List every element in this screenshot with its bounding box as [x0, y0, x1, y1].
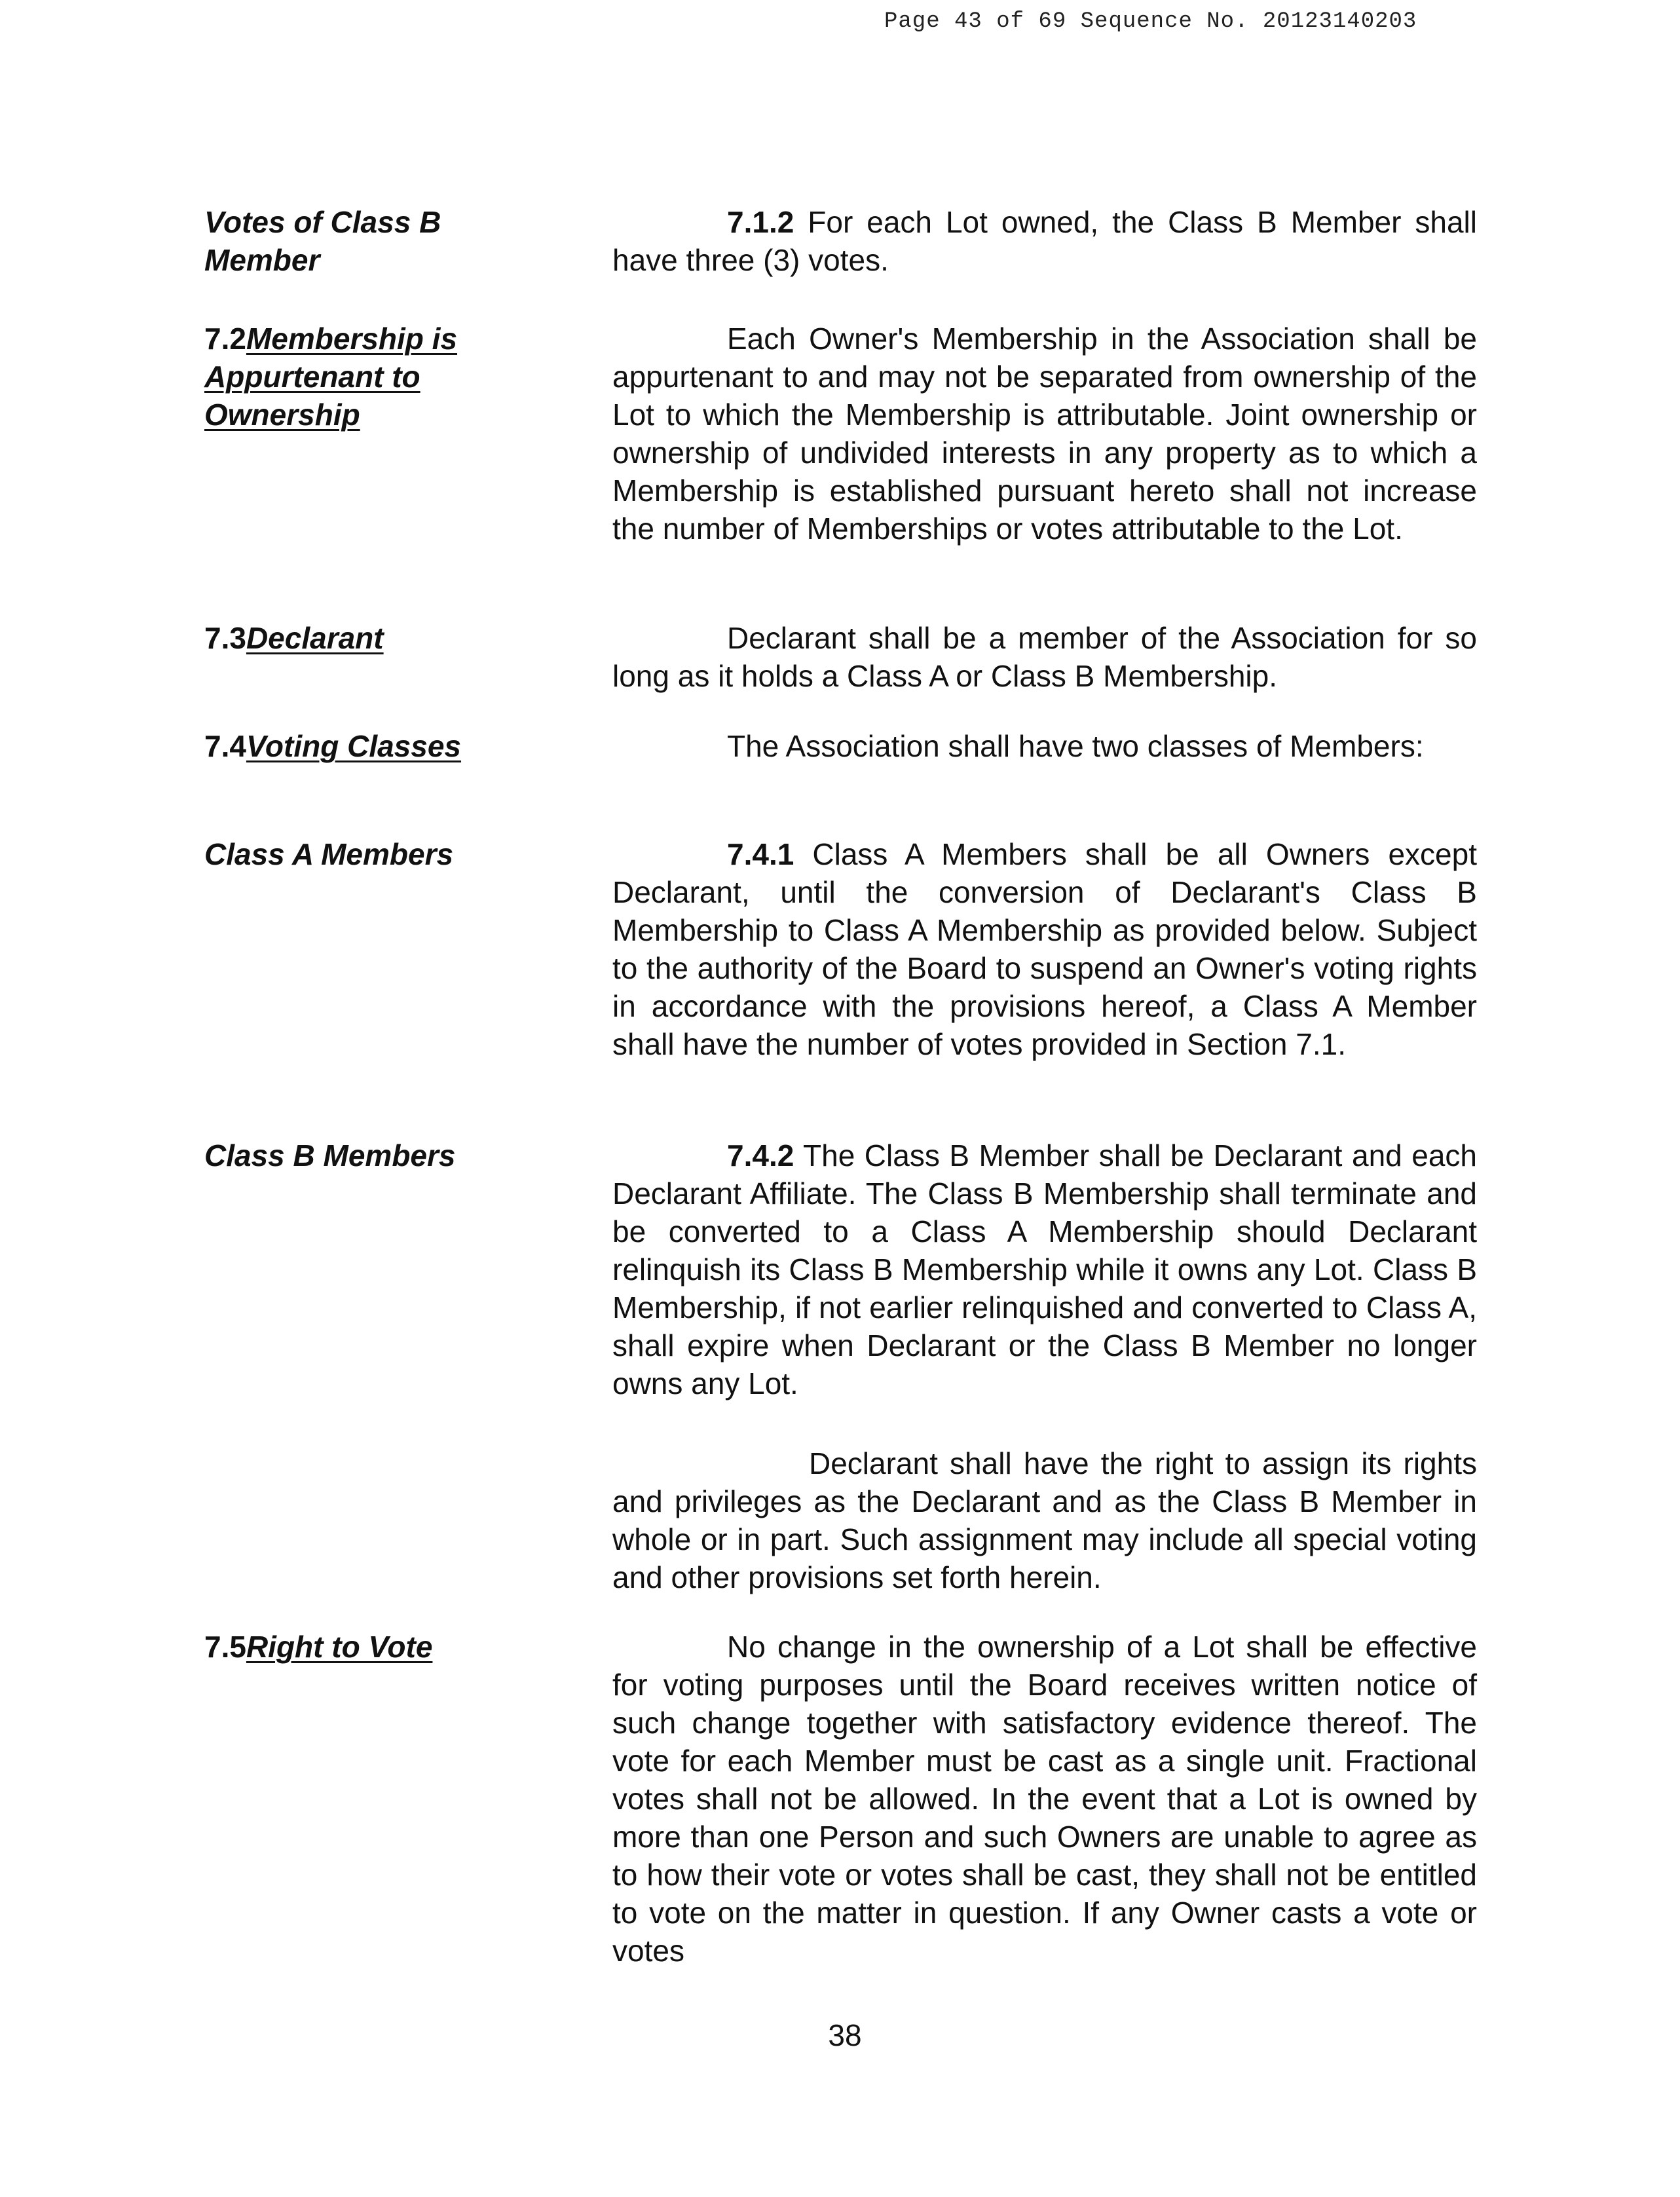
section-number: 7.4 — [204, 729, 246, 763]
section-number: 7.3 — [204, 621, 246, 655]
section-title: Membership is Appurtenant to Ownership — [204, 322, 458, 432]
text-assignment: Declarant shall have the right to assign its rights and privileges as the Declarant and as the Class B Member in whole or in part. Such assignment may include all special voting and other provisions set forth herein. — [612, 1446, 1477, 1594]
section-title: Voting Classes — [246, 729, 462, 763]
text-class-a-members — [612, 835, 1477, 1063]
heading-class-a-members: Class A Members — [204, 837, 454, 871]
heading-membership-appurtenant — [204, 320, 545, 434]
paragraph-text: Class A Members shall be all Owners except Declarant, until the conversion of Declarant's Class B Membership to Class A Membership as provided below. Subject to the authority of the Board to suspend an Owner's voting rights in accordance with the provisions hereof, a Class A Member shall have the number of votes provided in Section 7.1. — [612, 837, 1478, 1061]
text-right-to-vote: No change in the ownership of a Lot shall be effective for voting purposes until the Board receives written notice of such change together with satisfactory evidence thereof. The vote for each Member must be cast as a single unit. Fractional votes shall not be allowed. In the event that a Lot is owned by more than one Person and such Owners are unable to agree as to how their vote or votes shall be cast, they shall not be entitled to vote on the matter in question. If any Owner casts a vote or votes — [612, 1630, 1477, 1968]
heading-class-b-members: Class B Members — [204, 1138, 456, 1173]
subsection-number: 7.4.2 — [727, 1138, 794, 1173]
text-class-b-members — [612, 1136, 1477, 1402]
subsection-number: 7.4.1 — [727, 837, 794, 871]
section-number: 7.2 — [204, 322, 246, 356]
subsection-number: 7.1.2 — [727, 205, 794, 239]
page-number: 38 — [828, 2018, 862, 2052]
text-declarant: Declarant shall be a member of the Association for so long as it holds a Class A or Class B Membership. — [612, 621, 1477, 693]
heading-votes-class-b: Votes of Class B Member — [204, 205, 441, 277]
heading-voting-classes — [204, 727, 545, 765]
heading-declarant — [204, 619, 545, 657]
text-votes-class-b — [612, 203, 1477, 279]
section-title: Declarant — [246, 621, 384, 655]
page-sequence-header: Page 43 of 69 Sequence No. 20123140203 — [884, 9, 1417, 34]
text-voting-classes: The Association shall have two classes of Members: — [727, 729, 1424, 763]
paragraph-text: The Class B Member shall be Declarant and each Declarant Affiliate. The Class B Membership shall terminate and be converted to a Class A Membership should Declarant relinquish its Class B Membership while it owns any Lot. Class B Membership, if not earlier relinquished and converted to Class A, shall expire when Declarant or the Class B Member no longer owns any Lot. — [612, 1138, 1478, 1400]
text-membership-appurtenant: Each Owner's Membership in the Association shall be appurtenant to and may not be separated from ownership of the Lot to which the Membership is attributable. Joint ownership or ownership of undivided interests in any property as to which a Membership is established pursuant hereto shall not increase the number of Memberships or votes attributable to the Lot. — [612, 322, 1477, 546]
section-title: Right to Vote — [246, 1630, 433, 1664]
section-number: 7.5 — [204, 1630, 246, 1664]
paragraph-text: For each Lot owned, the Class B Member shall have three (3) votes. — [612, 205, 1477, 277]
heading-right-to-vote — [204, 1628, 545, 1666]
